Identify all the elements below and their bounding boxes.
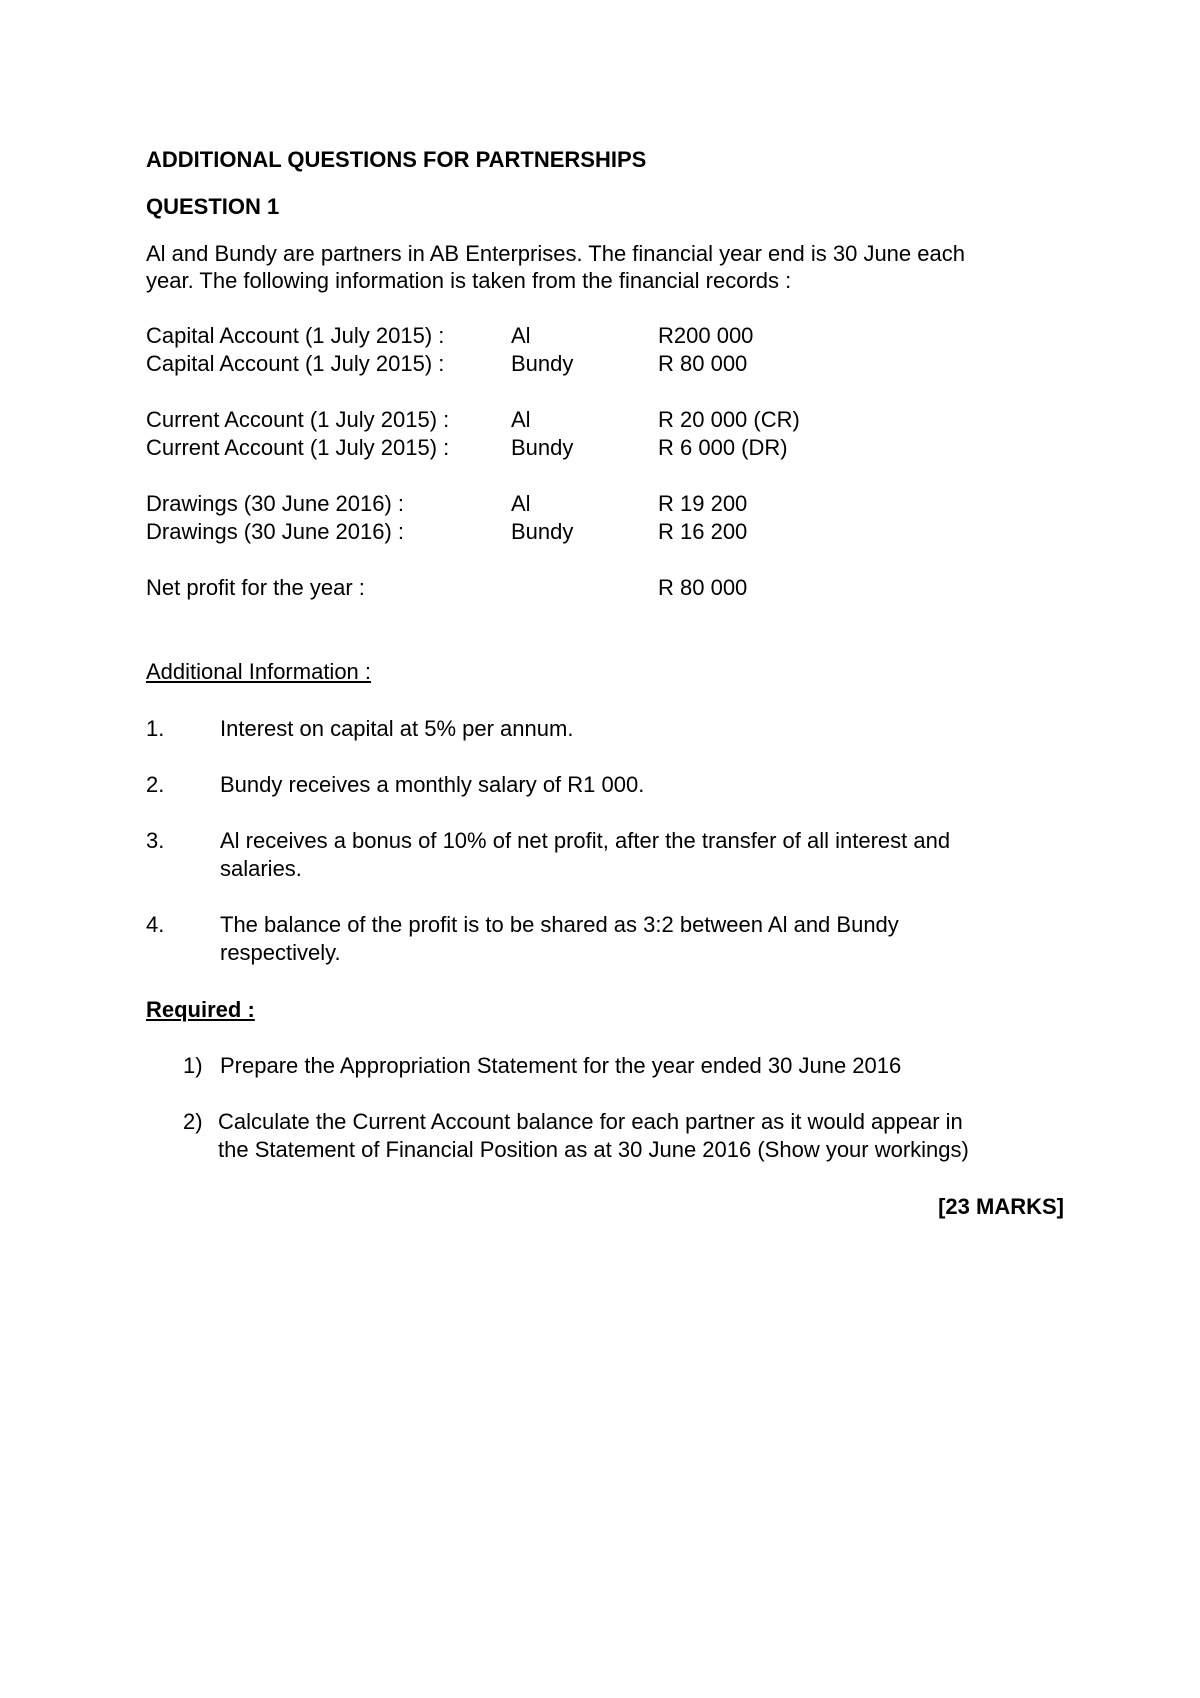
record-partner: Bundy xyxy=(511,519,574,544)
record-amount: R 6 000 (DR) xyxy=(658,435,788,460)
record-amount: R 80 000 xyxy=(658,351,748,376)
record-amount: R 80 000 xyxy=(658,575,748,600)
record-label: Capital Account (1 July 2015) : xyxy=(146,323,445,348)
record-partner: Bundy xyxy=(511,435,574,460)
intro-line-1: Al and Bundy are partners in AB Enterprises. The financial year end is 30 June each xyxy=(146,241,965,266)
info-item-text: respectively. xyxy=(220,940,341,965)
required-item-text: the Statement of Financial Position as at 30 June 2016 (Show your workings) xyxy=(218,1137,969,1162)
info-item-number: 2. xyxy=(146,772,165,797)
info-item-text: salaries. xyxy=(220,856,302,881)
required-item-number: 2) xyxy=(183,1109,203,1134)
record-amount: R200 000 xyxy=(658,323,754,348)
record-label: Drawings (30 June 2016) : xyxy=(146,491,405,516)
info-item-number: 3. xyxy=(146,828,165,853)
info-item-text: Al receives a bonus of 10% of net profit, after the transfer of all interest and xyxy=(220,828,951,853)
record-label: Current Account (1 July 2015) : xyxy=(146,407,450,432)
required-item-number: 1) xyxy=(183,1053,203,1078)
record-partner: Bundy xyxy=(511,351,574,376)
marks-total: [23 MARKS] xyxy=(938,1194,1064,1219)
required-item-text: Calculate the Current Account balance for each partner as it would appear in xyxy=(218,1109,963,1134)
required-item-text: Prepare the Appropriation Statement for the year ended 30 June 2016 xyxy=(220,1053,902,1078)
record-amount: R 19 200 xyxy=(658,491,748,516)
question-title: QUESTION 1 xyxy=(146,194,280,219)
info-item-number: 1. xyxy=(146,716,165,741)
record-label: Current Account (1 July 2015) : xyxy=(146,435,450,460)
record-amount: R 20 000 (CR) xyxy=(658,407,800,432)
record-partner: Al xyxy=(511,323,531,348)
record-partner: Al xyxy=(511,407,531,432)
document-heading: ADDITIONAL QUESTIONS FOR PARTNERSHIPS xyxy=(146,147,647,172)
info-item-text: Interest on capital at 5% per annum. xyxy=(220,716,574,741)
record-label: Net profit for the year : xyxy=(146,575,365,600)
info-item-text: Bundy receives a monthly salary of R1 000. xyxy=(220,772,645,797)
record-partner: Al xyxy=(511,491,531,516)
record-amount: R 16 200 xyxy=(658,519,748,544)
record-label: Capital Account (1 July 2015) : xyxy=(146,351,445,376)
record-label: Drawings (30 June 2016) : xyxy=(146,519,405,544)
info-item-text: The balance of the profit is to be shared as 3:2 between Al and Bundy xyxy=(220,912,899,937)
additional-info-title: Additional Information : xyxy=(146,659,372,684)
intro-line-2: year. The following information is taken from the financial records : xyxy=(146,268,792,293)
info-item-number: 4. xyxy=(146,912,165,937)
required-title: Required : xyxy=(146,997,255,1022)
